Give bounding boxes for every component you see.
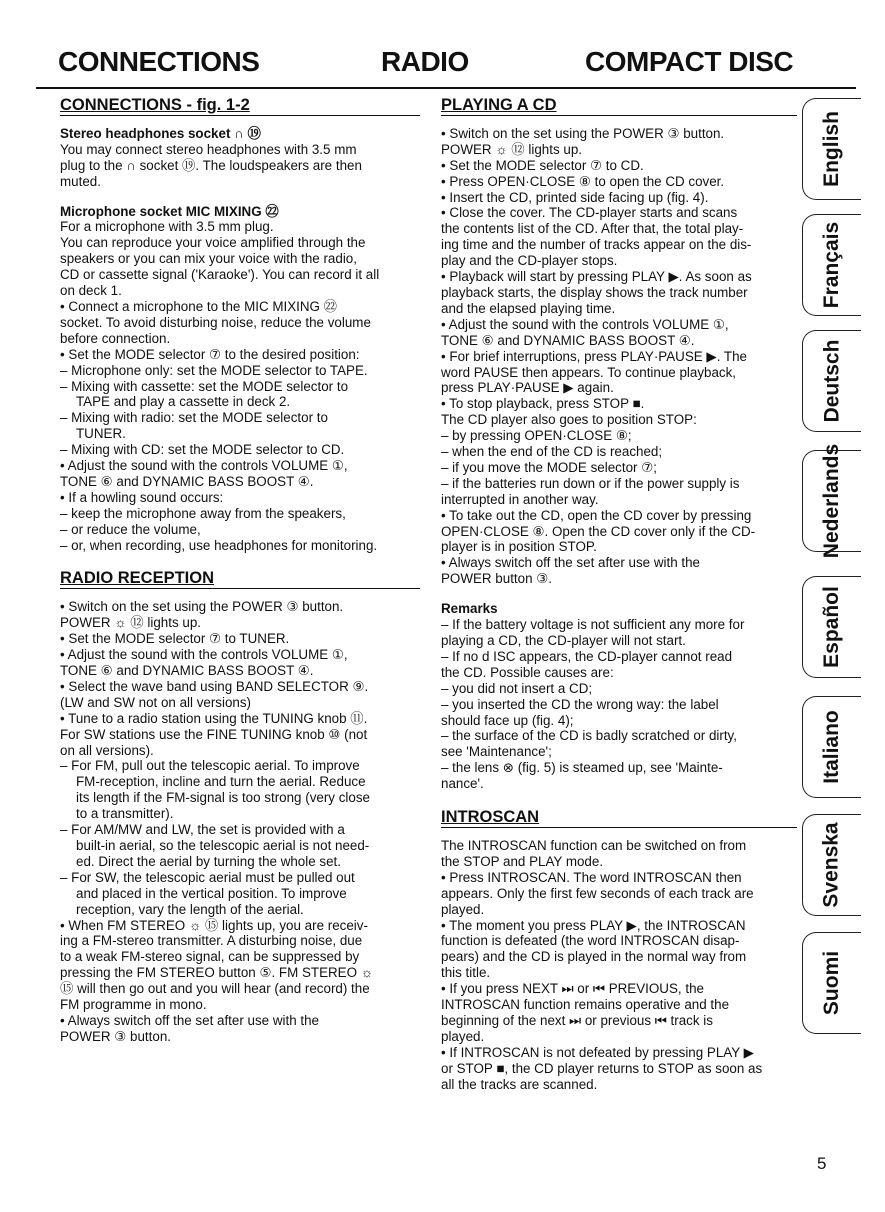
text-line: pears) and the CD is played in the normal way from <box>441 949 747 965</box>
text-line: nance'. <box>441 776 484 792</box>
radio-text <box>60 599 420 1044</box>
text-line: – if you move the MODE selector ⑦; <box>441 459 657 475</box>
text-line: (LW and SW not on all versions) <box>60 694 252 710</box>
text-line: – the surface of the CD is badly scratched or dirty, <box>441 728 737 744</box>
headphones-text <box>60 142 420 190</box>
text-line: POWER ☼ ⑫ lights up. <box>60 615 202 631</box>
text-line: the contents list of the CD. After that, the total play- <box>441 221 744 237</box>
text-line: ed. Direct the aerial by turning the whole set. <box>76 853 341 869</box>
text-line: playback starts, the display shows the track number <box>441 284 748 300</box>
text-line: on deck 1. <box>60 283 122 299</box>
text-line: The CD player also goes to position STOP: <box>441 412 697 428</box>
text-line: CD or cassette signal ('Karaoke'). You can record it all <box>60 267 380 283</box>
text-line: • Select the wave band using BAND SELECTOR ⑨. <box>60 678 369 694</box>
text-line: • Adjust the sound with the controls VOLUME ①, <box>60 647 348 663</box>
text-line: – For FM, pull out the telescopic aerial. To improve <box>60 758 360 774</box>
text-line: You may connect stereo headphones with 3.5 mm <box>60 141 357 157</box>
connections-title: CONNECTIONS - fig. 1-2 <box>60 98 420 116</box>
text-line: this title. <box>441 965 491 981</box>
text-line: TONE ⑥ and DYNAMIC BASS BOOST ④. <box>441 332 695 348</box>
text-line: player is in position STOP. <box>441 539 597 555</box>
text-line: TONE ⑥ and DYNAMIC BASS BOOST ④. <box>60 663 314 678</box>
text-line: • Insert the CD, printed side facing up (fig. 4). <box>441 189 709 205</box>
header-compact-disc: COMPACT DISC <box>585 46 794 77</box>
tab-label: Suomi <box>820 950 844 1016</box>
text-line: • Connect a microphone to the MIC MIXING ㉒ <box>60 298 338 314</box>
text-line: • Set the MODE selector ⑦ to TUNER. <box>60 631 290 647</box>
remarks-heading: Remarks <box>441 601 498 617</box>
text-line: • Adjust the sound with the controls VOLUME ①, <box>60 458 348 474</box>
text-line: function is defeated (the word INTROSCAN disap- <box>441 933 740 949</box>
playing-text <box>441 126 797 587</box>
text-line: POWER ☼ ⑫ lights up. <box>441 141 583 157</box>
text-line: beginning of the next ⏭ or previous ⏮ track is <box>441 1012 713 1028</box>
text-line: ⑮ will then go out and you will hear (and record) the <box>60 981 370 997</box>
tab-label: Italiano <box>820 710 844 784</box>
text-line: press PLAY·PAUSE ▶ again. <box>441 380 614 396</box>
introscan-text <box>441 838 797 1093</box>
text-line: the STOP and PLAY mode. <box>441 853 604 869</box>
text-line: • If you press NEXT ⏭ or ⏮ PREVIOUS, the <box>441 981 704 997</box>
text-line: • To stop playback, press STOP ■. <box>441 396 645 412</box>
text-line: to a weak FM-stereo signal, can be suppressed by <box>60 949 360 965</box>
text-line: – Mixing with cassette: set the MODE selector to <box>60 378 349 394</box>
text-line: – you did not insert a CD; <box>441 680 593 696</box>
text-line: to a transmitter). <box>76 806 174 822</box>
text-line: – if the batteries run down or if the power supply is <box>441 475 740 491</box>
text-line: playing a CD, the CD-player will not start. <box>441 633 686 648</box>
text-line: • To take out the CD, open the CD cover by pressing <box>441 507 752 523</box>
header-radio: RADIO <box>381 46 469 77</box>
text-line: – the lens ⊗ (fig. 5) is steamed up, see 'Mainte- <box>441 760 723 776</box>
text-line: • The moment you press PLAY ▶, the INTROSCAN <box>441 917 746 933</box>
header-connections: CONNECTIONS <box>58 46 260 77</box>
text-line: – when the end of the CD is reached; <box>441 444 663 460</box>
text-line: – If no d ISC appears, the CD-player cannot read <box>441 648 733 664</box>
text-line: • Adjust the sound with the controls VOLUME ①, <box>441 316 729 332</box>
text-line: before connection. <box>60 330 171 346</box>
introscan-title: INTROSCAN <box>441 810 797 828</box>
text-line: – Mixing with CD: set the MODE selector to CD. <box>60 442 345 458</box>
text-line: – Mixing with radio: set the MODE selector to <box>60 410 328 426</box>
text-line: • If INTROSCAN is not defeated by pressing PLAY ▶ <box>441 1044 754 1060</box>
text-line: – or reduce the volume, <box>60 521 201 537</box>
text-line: – you inserted the CD the wrong way: the label <box>441 696 719 712</box>
text-line: reception, vary the length of the aerial. <box>76 901 304 917</box>
text-line: • Set the MODE selector ⑦ to the desired position: <box>60 346 360 362</box>
text-line: TUNER. <box>76 426 126 442</box>
tab-label: Svenska <box>820 822 844 908</box>
text-line: interrupted in another way. <box>441 491 599 507</box>
right-column <box>441 98 797 1092</box>
text-line: play and the CD-player stops. <box>441 253 618 269</box>
text-line: For SW stations use the FINE TUNING knob ⑩ (not <box>60 726 368 742</box>
text-line: or STOP ■, the CD player returns to STOP as soon as <box>441 1060 763 1076</box>
text-line: OPEN·CLOSE ⑧. Open the CD cover only if the CD- <box>441 523 756 539</box>
tab-espanol[interactable] <box>802 576 861 678</box>
mic-text <box>60 219 420 553</box>
tab-label: Deutsch <box>820 339 844 423</box>
text-line: • Press INTROSCAN. The word INTROSCAN then <box>441 869 742 885</box>
headphones-heading: Stereo headphones socket ∩ ⑲ <box>60 125 261 141</box>
text-line: TONE ⑥ and DYNAMIC BASS BOOST ④. <box>60 473 314 489</box>
text-line: see 'Maintenance'; <box>441 744 552 760</box>
text-line: appears. Only the first few seconds of each track are <box>441 885 754 901</box>
text-line: You can reproduce your voice amplified through the <box>60 235 366 251</box>
text-line: – Microphone only: set the MODE selector to TAPE. <box>60 362 368 378</box>
text-line: and placed in the vertical position. To improve <box>76 885 347 901</box>
tab-francais[interactable] <box>802 214 861 316</box>
text-line: • If a howling sound occurs: <box>60 489 224 505</box>
tab-svenska[interactable] <box>802 814 861 916</box>
text-line: – For AM/MW and LW, the set is provided with a <box>60 822 345 838</box>
text-line: – keep the microphone away from the speakers, <box>60 505 346 521</box>
tab-label: English <box>820 111 843 187</box>
text-line: • Set the MODE selector ⑦ to CD. <box>441 157 644 173</box>
tab-italiano[interactable] <box>802 696 861 798</box>
text-line: word PAUSE then appears. To continue playback, <box>441 364 737 380</box>
text-line: FM programme in mono. <box>60 997 207 1013</box>
radio-title: RADIO RECEPTION <box>60 571 420 589</box>
tab-label: Nederlands <box>820 443 843 559</box>
text-line: • Switch on the set using the POWER ③ button. <box>60 599 344 615</box>
text-line: plug to the ∩ socket ⑲. The loudspeakers are then <box>60 157 362 173</box>
text-line: • Close the cover. The CD-player starts and scans <box>441 205 738 221</box>
text-line: – If the battery voltage is not sufficient any more for <box>441 617 745 633</box>
text-line: muted. <box>60 173 101 189</box>
text-line: played. <box>441 1028 485 1044</box>
text-line: the CD. Possible causes are: <box>441 664 614 680</box>
text-line: speakers or you can mix your voice with the radio, <box>60 251 357 267</box>
text-line: on all versions). <box>60 742 154 758</box>
text-line: • Press OPEN·CLOSE ⑧ to open the CD cover. <box>441 173 725 189</box>
text-line: ing time and the number of tracks appear on the dis- <box>441 237 752 253</box>
text-line: • Tune to a radio station using the TUNING knob ⑪. <box>60 710 368 726</box>
text-line: • When FM STEREO ☼ ⑮ lights up, you are receiv- <box>60 917 368 933</box>
text-line: – For SW, the telescopic aerial must be pulled out <box>60 869 355 885</box>
text-line: POWER button ③. <box>441 571 552 587</box>
text-line: – or, when recording, use headphones for monitoring. <box>60 537 378 553</box>
text-line: POWER ③ button. <box>60 1028 171 1044</box>
text-line: For a microphone with 3.5 mm plug. <box>60 219 274 235</box>
page-number: 5 <box>817 1154 827 1173</box>
tab-nederlands[interactable] <box>802 443 861 559</box>
text-line: played. <box>441 901 485 917</box>
text-line: and the elapsed playing time. <box>441 300 616 316</box>
text-line: all the tracks are scanned. <box>441 1076 598 1092</box>
text-line: its length if the FM-signal is too strong (very close <box>76 790 370 806</box>
mic-heading: Microphone socket MIC MIXING ㉒ <box>60 203 279 219</box>
text-line: • For brief interruptions, press PLAY·PAUSE ▶. The <box>441 348 747 364</box>
text-line: ing a FM-stereo transmitter. A disturbing noise, due <box>60 933 363 949</box>
tab-label: Français <box>820 221 844 309</box>
tab-label: Español <box>820 586 843 668</box>
text-line: should face up (fig. 4); <box>441 712 574 728</box>
tab-english[interactable] <box>802 98 861 200</box>
text-line: • Always switch off the set after use with the <box>441 555 700 571</box>
tab-deutsch[interactable] <box>802 330 861 432</box>
text-line: FM-reception, incline and turn the aerial. Reduce <box>76 774 366 790</box>
left-column <box>60 98 420 1045</box>
text-line: • Always switch off the set after use with the <box>60 1012 319 1028</box>
text-line: pressing the FM STEREO button ⑤. FM STEREO ☼ <box>60 965 374 981</box>
text-line: TAPE and play a cassette in deck 2. <box>76 394 291 410</box>
header-divider <box>36 87 856 89</box>
text-line: • Playback will start by pressing PLAY ▶. As soon as <box>441 269 752 285</box>
text-line: built-in aerial, so the telescopic aerial is not need- <box>76 837 370 853</box>
text-line: socket. To avoid disturbing noise, reduce the volume <box>60 314 371 330</box>
text-line: – by pressing OPEN·CLOSE ⑧; <box>441 428 632 444</box>
text-line: • Switch on the set using the POWER ③ button. <box>441 125 725 141</box>
tab-suomi[interactable] <box>802 932 861 1034</box>
playing-title: PLAYING A CD <box>441 98 797 116</box>
text-line: The INTROSCAN function can be switched on from <box>441 837 747 853</box>
remarks-text <box>441 617 797 792</box>
text-line: INTROSCAN function remains operative and the <box>441 997 730 1013</box>
